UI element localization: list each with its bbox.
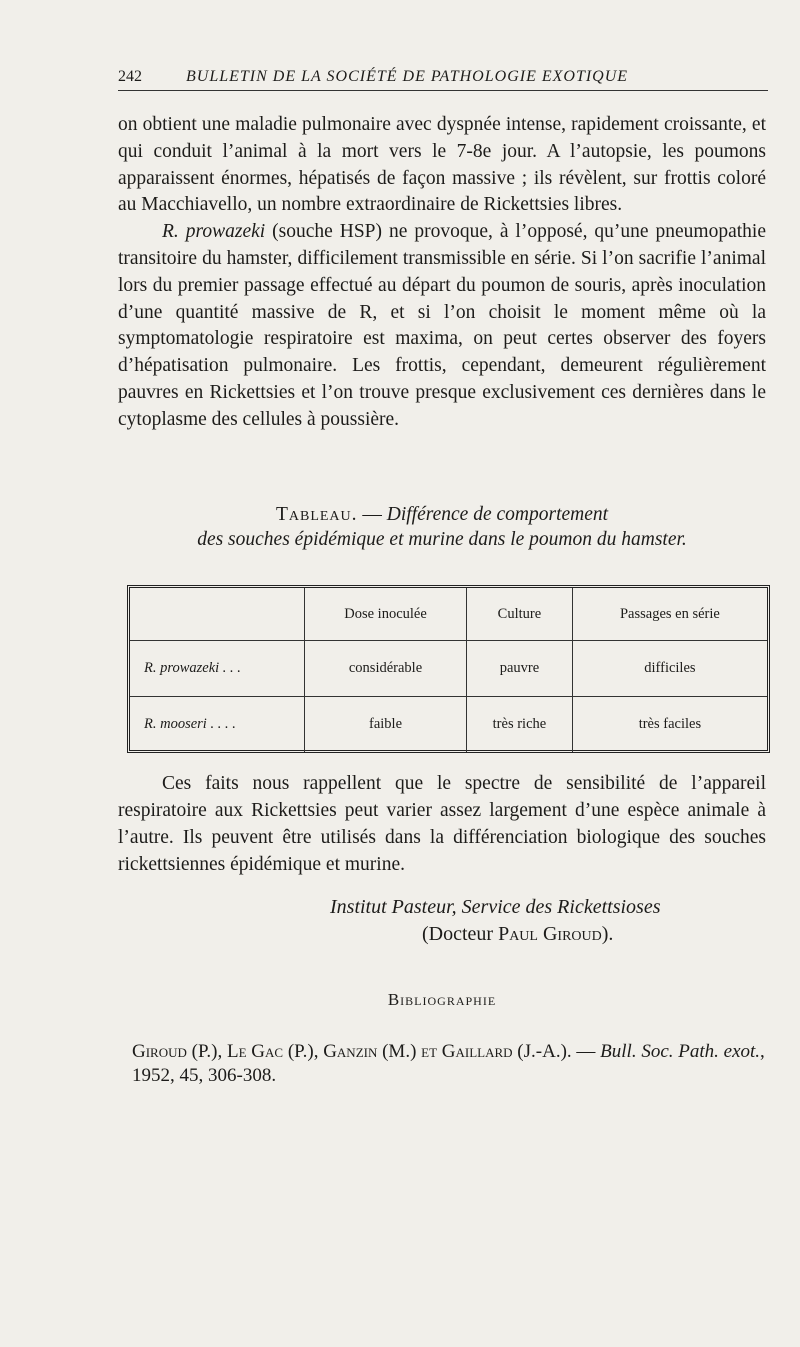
table-cell: très riche	[467, 697, 573, 753]
paragraph-1: on obtient une maladie pulmonaire avec dyspnée intense, rapidement croissante, et qui conduit l’animal à la mort vers le 7-8e jour. A l’autopsie, les poumons apparaissent énormes, hépatisés de façon massive ; ils révèlent, sur frottis coloré au Macchiavello, un nombre extraordinaire de Rickettsies libres.	[118, 114, 766, 216]
reference-details: , 1952, 45, 306-308.	[132, 1041, 765, 1086]
journal-title: BULLETIN DE LA SOCIÉTÉ DE PATHOLOGIE EXOTIQUE	[186, 68, 629, 85]
caption-dash: —	[357, 504, 387, 525]
row-label: R. prowazeki . . .	[130, 641, 305, 697]
caption-line-1: Différence de comportement	[386, 504, 609, 525]
running-header	[118, 68, 768, 91]
doctor-prefix: (Docteur	[422, 923, 499, 945]
table-row	[130, 641, 767, 697]
header-dose: Dose inoculée	[305, 588, 467, 641]
table-cell: très faciles	[572, 697, 767, 753]
closing-paragraph: Ces faits nous rappellent que le spectre de sensibilité de l’appareil respiratoire aux Rickettsies peut varier assez largement d’une espèce animale à l’autre. Ils peuvent être utilisés dans la différenciation biologique des souches rickettsiennes épidémique et murine.	[118, 773, 766, 875]
paragraph-2-text: (souche HSP) ne provoque, à l’opposé, qu’une pneumopathie transitoire du hamster, difficilement transmissible en série. Si l’on sacrifie l’animal lors du premier passage effectué au départ du poumon de souris, après inoculation d’une quantité massive de R, et si l’on choisit le moment même où la symptomatologie respiratoire est maxima, on peut certes observer des foyers d’hépatisation pulmonaire. Les frottis, cependant, demeurent régulièrement pauvres en Rickettsies et l’on trouve presque exclusivement ces dernières dans le cytoplasme des cellules à poussière.	[118, 221, 766, 430]
table-corner-cell	[130, 588, 305, 641]
reference-authors: Giroud (P.), Le Gac (P.), Ganzin (M.) et Gaillard (J.-A.). —	[132, 1041, 601, 1062]
paragraph-2	[118, 219, 766, 433]
table-cell: pauvre	[467, 641, 573, 697]
caption-label: Tableau.	[275, 504, 358, 525]
doctor-name: Paul Giroud	[498, 923, 602, 945]
reference-journal: Bull. Soc. Path. exot.	[600, 1041, 761, 1062]
caption-line-2: des souches épidémique et murine dans le poumon du hamster.	[197, 529, 687, 550]
bibliography-reference	[132, 1040, 782, 1088]
table-caption	[118, 502, 766, 552]
table-cell: considérable	[305, 641, 467, 697]
bibliography-heading: Bibliographie	[387, 990, 497, 1009]
comparison-table	[127, 585, 770, 753]
institute-name: Institut Pasteur, Service des Rickettsioses	[330, 896, 661, 918]
species-name: R. prowazeki	[162, 221, 266, 243]
signature-block	[330, 894, 760, 948]
doctor-suffix: ).	[601, 923, 614, 945]
page-number: 242	[118, 68, 142, 85]
header-culture: Culture	[467, 588, 573, 641]
row-label: R. mooseri . . . .	[144, 716, 236, 732]
closing-text	[118, 770, 766, 878]
table-cell: faible	[305, 697, 467, 753]
table-row	[130, 697, 767, 753]
doctor-line	[330, 921, 760, 948]
header-passages: Passages en série	[572, 588, 767, 641]
table-header-row	[130, 588, 767, 641]
table-cell: difficiles	[572, 641, 767, 697]
body-text	[118, 112, 766, 434]
